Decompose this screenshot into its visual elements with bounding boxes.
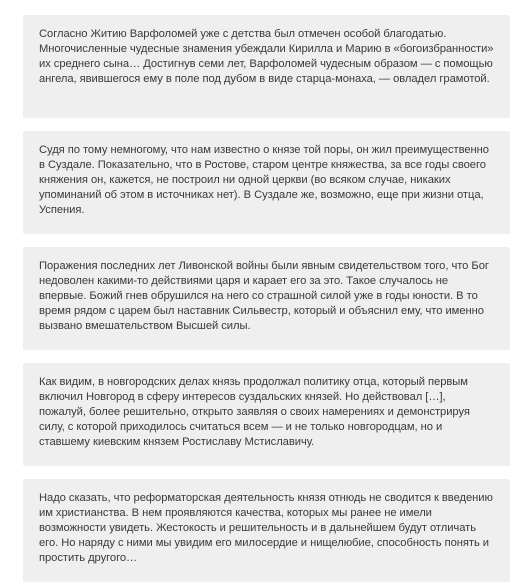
- quote-text: Надо сказать, что реформаторская деятельность князя отнюдь не сводится к введению им христианства. В нем проявляются качества, которых мы ранее не имели возможности увидеть. Жестокость и решительность и в дальнейшем будут отличать его. Но наряду с ними мы увидим его милосердие и нищелюбие, способность понять и простить другого…: [39, 492, 493, 564]
- quote-card: [23, 15, 510, 118]
- quote-text: Согласно Житию Варфоломей уже с детства был отмечен особой благодатью. Многочисленные чудесные знамения убеждали Кирилла и Марию в «богоизбранности» их среднего сына… Достигнув семи лет, Варфоломей чудесным образом — с помощью ангела, явившегося ему в поле под дубом в виде старца-монаха, — овладел грамотой.: [39, 28, 494, 85]
- quote-card: [23, 131, 510, 234]
- quote-text: Судя по тому немногому, что нам известно о князе той поры, он жил преимущественно в Суздале. Показательно, что в Ростове, старом центре княжества, за все годы своего княжения он, кажется, не построил ни одной церкви (во всяком случае, никаких упоминаний об этом в источниках нет). В Суздале же, возможно, еще при жизни отца, Успения.: [39, 144, 489, 216]
- quote-card: [23, 247, 510, 350]
- quote-text: Как видим, в новгородских делах князь продолжал политику отца, который первым включил Новгород в сферу интересов суздальских князей. Но действовал […], пожалуй, более решительно, открыто заявляя о своих намерениях и демонстрируя силу, с которой приходилось считаться всем — и не только новгородцам, но и ставшему киевским князем Ростиславу Мстиславичу.: [39, 376, 470, 448]
- quote-card: [23, 363, 510, 466]
- quote-card: [23, 479, 510, 582]
- quote-text: Поражения последних лет Ливонской войны были явным свидетельством того, что Бог недоволен какими-то действиями царя и карает его за это. Такое случалось не впервые. Божий гнев обрушился на него со страшной силой уже в годы юности. В то время рядом с царем был наставник Сильвестр, который и объяснил ему, что именно вызвано вмешательством Высшей силы.: [39, 260, 489, 332]
